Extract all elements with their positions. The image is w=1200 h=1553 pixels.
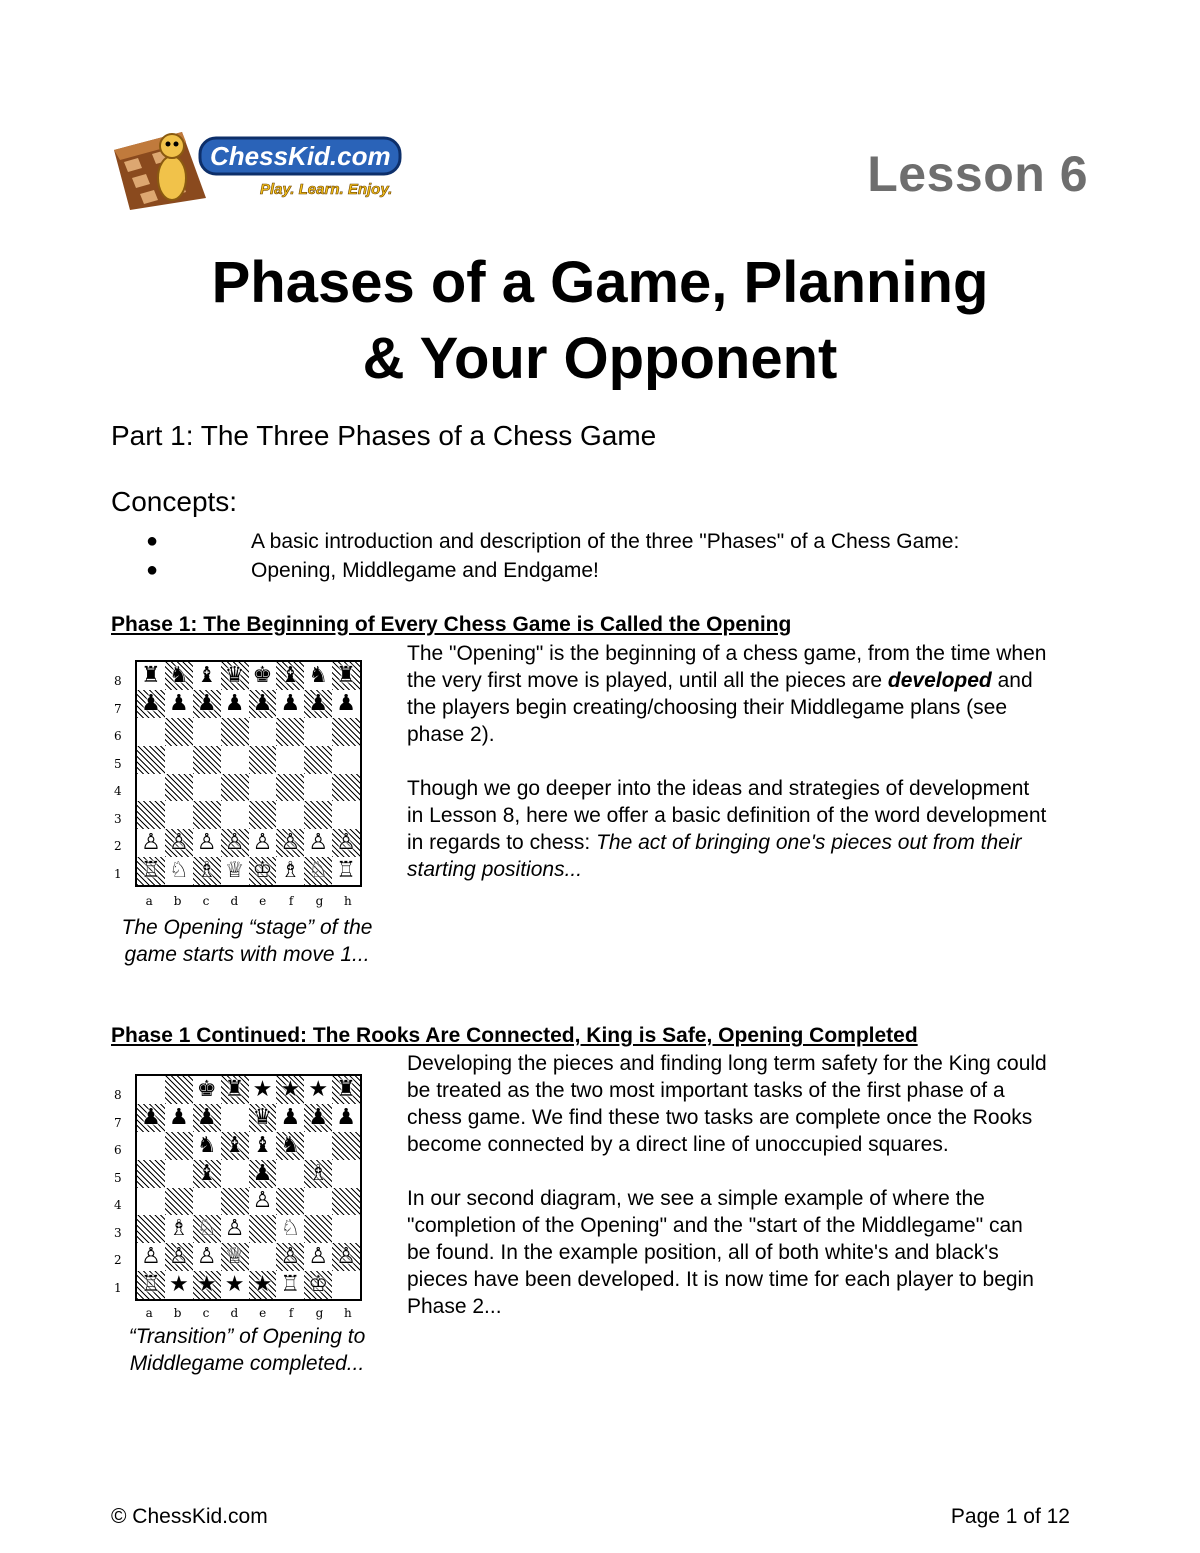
board-square <box>221 857 249 885</box>
white-pawn-icon: ♙ <box>252 830 273 856</box>
chessboard <box>135 660 362 887</box>
file-label: f <box>288 894 294 908</box>
board-square <box>276 829 304 857</box>
white-pawn-icon: ♙ <box>308 1244 329 1270</box>
white-pawn-icon: ♙ <box>141 830 161 856</box>
white-pawn-icon: ♙ <box>336 1244 356 1270</box>
board-square <box>165 1076 193 1104</box>
black-pawn-icon: ♟ <box>308 690 329 716</box>
phase1-text <box>407 640 1047 883</box>
white-king-icon: ♔ <box>308 1272 329 1298</box>
phase1b-paragraph-1: Developing the pieces and finding long term safety for the King could be treated as the two most important tasks of the first phase of a chess game. We find these two tasks are complete once the Rooks become connected by a direct line of unoccupied squares. <box>407 1052 1047 1156</box>
black-bishop-icon: ♝ <box>224 1132 245 1158</box>
board-square <box>304 1076 332 1104</box>
white-knight-icon: ♘ <box>308 858 329 884</box>
board-square <box>332 1215 360 1243</box>
white-rook-icon: ♖ <box>141 858 161 884</box>
footer-copyright: © ChessKid.com <box>111 1505 268 1528</box>
board-square <box>249 1188 277 1216</box>
board-square <box>249 718 277 746</box>
rank-label: 4 <box>114 1198 122 1212</box>
rank-label: 6 <box>114 729 122 743</box>
opening-board-diagram <box>108 660 368 908</box>
board-square <box>165 801 193 829</box>
board-square <box>137 857 165 885</box>
white-pawn-icon: ♙ <box>252 1188 273 1214</box>
board-square <box>249 1243 277 1271</box>
page-title <box>0 245 1200 397</box>
black-rook-icon: ♜ <box>336 1076 356 1102</box>
board-square <box>276 1243 304 1271</box>
board-square <box>193 690 221 718</box>
white-rook-icon: ♖ <box>141 1272 161 1298</box>
board-square <box>332 1243 360 1271</box>
black-knight-icon: ♞ <box>196 1132 217 1158</box>
board-square <box>276 1104 304 1132</box>
board-square <box>193 801 221 829</box>
white-queen-icon: ♕ <box>224 858 245 884</box>
board-square <box>332 1132 360 1160</box>
file-label: g <box>315 894 324 908</box>
board-square <box>332 829 360 857</box>
board-square <box>304 1215 332 1243</box>
rank-label: 7 <box>114 701 122 716</box>
chessboard <box>135 1074 362 1301</box>
board-square <box>193 1188 221 1216</box>
board-square <box>304 774 332 802</box>
board-square <box>165 1104 193 1132</box>
board-square <box>221 1188 249 1216</box>
board-square <box>249 1215 277 1243</box>
white-bishop-icon: ♗ <box>280 858 301 884</box>
white-pawn-icon: ♙ <box>168 1244 189 1270</box>
board-square <box>165 718 193 746</box>
board-square <box>165 1132 193 1160</box>
board-square <box>137 1104 165 1132</box>
black-pawn-icon: ♟ <box>168 1104 189 1130</box>
board-square <box>249 1076 277 1104</box>
white-rook-icon: ♖ <box>336 858 356 884</box>
board-square <box>221 829 249 857</box>
board-square <box>249 662 277 690</box>
rank-label: 4 <box>114 784 122 798</box>
board-square <box>221 1104 249 1132</box>
part-heading: Part 1: The Three Phases of a Chess Game <box>111 420 657 451</box>
board-square <box>332 1076 360 1104</box>
file-label: e <box>259 1306 267 1320</box>
board-square <box>332 857 360 885</box>
white-rook-icon: ♖ <box>280 1272 301 1298</box>
board-square <box>221 1215 249 1243</box>
white-knight-icon: ♘ <box>196 1216 217 1242</box>
board-square <box>276 1188 304 1216</box>
white-queen-icon: ♕ <box>224 1244 245 1270</box>
board-square <box>332 1160 360 1188</box>
black-bishop-icon: ♝ <box>280 662 301 688</box>
board-square <box>304 857 332 885</box>
black-pawn-icon: ♟ <box>196 1104 217 1130</box>
white-king-icon: ♔ <box>252 858 273 884</box>
file-label: e <box>259 894 267 908</box>
file-label: a <box>145 1306 153 1320</box>
board-square <box>304 829 332 857</box>
black-pawn-icon: ♟ <box>196 690 217 716</box>
board-square <box>137 1076 165 1104</box>
board-square <box>137 774 165 802</box>
star-icon: ★ <box>252 1076 273 1102</box>
board-square <box>249 801 277 829</box>
logo-brand-text: ChessKid.com <box>210 141 391 171</box>
black-knight-icon: ♞ <box>308 662 329 688</box>
board-square <box>193 829 221 857</box>
black-king-icon: ♚ <box>252 662 273 688</box>
transition-board-diagram <box>108 1074 368 1320</box>
board-square <box>137 1215 165 1243</box>
board-square <box>221 746 249 774</box>
file-label: h <box>343 894 352 908</box>
board-square <box>221 1271 249 1299</box>
rank-label: 7 <box>114 1115 122 1130</box>
board-square <box>165 662 193 690</box>
file-label: c <box>202 894 210 908</box>
board-square <box>276 1271 304 1299</box>
lesson-label: Lesson 6 <box>867 146 1088 202</box>
rank-label: 8 <box>114 674 122 688</box>
black-pawn-icon: ♟ <box>280 1104 301 1130</box>
file-label: f <box>288 1306 294 1320</box>
rank-label: 3 <box>114 811 122 826</box>
board-square <box>221 1132 249 1160</box>
white-knight-icon: ♘ <box>168 858 189 884</box>
rank-label: 3 <box>114 1225 122 1240</box>
board-square <box>165 1215 193 1243</box>
board-square <box>193 857 221 885</box>
board-square <box>165 1188 193 1216</box>
black-king-icon: ♚ <box>196 1076 217 1102</box>
white-pawn-icon: ♙ <box>168 830 189 856</box>
board-square <box>165 774 193 802</box>
white-pawn-icon: ♙ <box>224 830 245 856</box>
board-square <box>304 1243 332 1271</box>
board-square <box>332 718 360 746</box>
phase1-paragraph-2: Though we go deeper into the ideas and strategies of development in Lesson 8, here we offer a basic definition of the word development in regards to chess: The act of bringing one's pieces out from their starting positions... <box>407 777 1047 881</box>
board-square <box>332 1271 360 1299</box>
board-square <box>165 857 193 885</box>
file-label: b <box>173 1306 182 1320</box>
board-square <box>276 857 304 885</box>
rank-label: 1 <box>114 1280 122 1295</box>
board-square <box>304 1188 332 1216</box>
white-pawn-icon: ♙ <box>336 830 356 856</box>
board-square <box>276 746 304 774</box>
black-pawn-icon: ♟ <box>308 1104 329 1130</box>
board-square <box>276 718 304 746</box>
board-square <box>221 662 249 690</box>
black-rook-icon: ♜ <box>224 1076 245 1102</box>
footer-page-number: Page 1 of 12 <box>950 1505 1070 1528</box>
rank-label: 6 <box>114 1143 122 1157</box>
board-square <box>165 1243 193 1271</box>
white-pawn-icon: ♙ <box>308 830 329 856</box>
board-square <box>276 1076 304 1104</box>
white-pawn-icon: ♙ <box>196 830 217 856</box>
black-bishop-icon: ♝ <box>252 1132 273 1158</box>
white-pawn-icon: ♙ <box>196 1244 217 1270</box>
rank-label: 5 <box>114 1170 122 1185</box>
chesskid-logo <box>110 118 410 210</box>
black-pawn-icon: ♟ <box>141 690 161 716</box>
black-pawn-icon: ♟ <box>252 690 273 716</box>
file-label: g <box>315 1306 324 1320</box>
board-square <box>276 1215 304 1243</box>
white-pawn-icon: ♙ <box>141 1244 161 1270</box>
white-pawn-icon: ♙ <box>280 830 301 856</box>
white-bishop-icon: ♗ <box>196 858 217 884</box>
board-square <box>304 1160 332 1188</box>
title-line-1: Phases of a Game, Planning <box>211 250 989 315</box>
board-square <box>276 1132 304 1160</box>
rank-label: 2 <box>114 839 122 853</box>
board-square <box>221 1076 249 1104</box>
board-square <box>249 746 277 774</box>
bullet-icon: ● <box>146 559 159 581</box>
star-icon: ★ <box>280 1076 301 1102</box>
board-square <box>332 690 360 718</box>
board-square <box>276 774 304 802</box>
rank-label: 5 <box>114 756 122 771</box>
board-square <box>332 746 360 774</box>
black-pawn-icon: ♟ <box>141 1104 161 1130</box>
board-square <box>221 718 249 746</box>
board-square <box>137 690 165 718</box>
phase1-caption: The Opening “stage” of the game starts with move 1... <box>121 916 373 966</box>
board-square <box>304 1132 332 1160</box>
star-icon: ★ <box>308 1076 329 1102</box>
white-knight-icon: ♘ <box>280 1216 301 1242</box>
star-icon: ★ <box>168 1272 189 1298</box>
board-square <box>332 662 360 690</box>
white-pawn-icon: ♙ <box>224 1216 245 1242</box>
board-square <box>137 662 165 690</box>
board-square <box>193 1243 221 1271</box>
board-square <box>165 690 193 718</box>
board-square <box>193 1104 221 1132</box>
logo-tagline-text: Play. Learn. Enjoy. <box>260 181 393 198</box>
board-square <box>221 690 249 718</box>
black-pawn-icon: ♟ <box>168 690 189 716</box>
board-square <box>332 774 360 802</box>
rank-label: 2 <box>114 1253 122 1267</box>
phase1b-caption: “Transition” of Opening to Middlegame completed... <box>128 1325 366 1375</box>
black-queen-icon: ♛ <box>224 662 245 688</box>
board-square <box>193 1160 221 1188</box>
board-square <box>304 1104 332 1132</box>
board-square <box>137 1188 165 1216</box>
board-square <box>193 1271 221 1299</box>
board-square <box>221 774 249 802</box>
black-pawn-icon: ♟ <box>336 690 356 716</box>
file-label: a <box>145 894 153 908</box>
board-square <box>249 1160 277 1188</box>
board-square <box>221 801 249 829</box>
board-square <box>193 662 221 690</box>
board-square <box>304 801 332 829</box>
phase1-paragraph-1: The "Opening" is the beginning of a chess game, from the time when the very first move is played, until all the pieces are developed and the players begin creating/choosing their Middlegame plans (see phase 2). <box>407 642 1047 746</box>
black-rook-icon: ♜ <box>141 662 161 688</box>
file-label: c <box>202 1306 210 1320</box>
board-square <box>276 690 304 718</box>
black-bishop-icon: ♝ <box>196 662 217 688</box>
board-square <box>304 746 332 774</box>
black-pawn-icon: ♟ <box>280 690 301 716</box>
board-square <box>249 1271 277 1299</box>
black-pawn-icon: ♟ <box>336 1104 356 1130</box>
board-square <box>332 801 360 829</box>
board-square <box>221 1160 249 1188</box>
board-square <box>249 1132 277 1160</box>
board-square <box>332 1188 360 1216</box>
board-square <box>193 1076 221 1104</box>
board-square <box>249 857 277 885</box>
concepts-heading: Concepts: <box>111 486 238 517</box>
bullet-icon: ● <box>146 530 159 552</box>
phase1b-text <box>407 1050 1047 1320</box>
file-label: h <box>343 1306 352 1320</box>
board-square <box>304 662 332 690</box>
white-bishop-icon: ♗ <box>168 1216 189 1242</box>
board-square <box>249 774 277 802</box>
board-square <box>137 1160 165 1188</box>
board-square <box>304 690 332 718</box>
black-queen-icon: ♛ <box>252 1104 273 1130</box>
star-icon: ★ <box>196 1272 217 1298</box>
board-square <box>137 718 165 746</box>
board-square <box>137 829 165 857</box>
board-square <box>193 1132 221 1160</box>
board-square <box>165 746 193 774</box>
file-label: d <box>230 1306 239 1320</box>
board-square <box>221 1243 249 1271</box>
phase1b-paragraph-2: In our second diagram, we see a simple example of where the "completion of the Opening" and the "start of the Middlegame" can be found. In the example position, all of both white's and black's pieces have been developed. It is now time for each player to begin Phase 2... <box>407 1187 1034 1318</box>
board-square <box>137 1243 165 1271</box>
board-square <box>165 829 193 857</box>
board-square <box>193 774 221 802</box>
black-knight-icon: ♞ <box>280 1132 301 1158</box>
phase1b-heading: Phase 1 Continued: The Rooks Are Connected, King is Safe, Opening Completed <box>111 1024 918 1047</box>
board-square <box>137 1132 165 1160</box>
star-icon: ★ <box>224 1272 245 1298</box>
board-square <box>137 801 165 829</box>
board-square <box>193 746 221 774</box>
star-icon: ★ <box>252 1272 273 1298</box>
rank-label: 8 <box>114 1088 122 1102</box>
board-square <box>276 801 304 829</box>
board-square <box>165 1271 193 1299</box>
board-square <box>249 690 277 718</box>
board-square <box>165 1160 193 1188</box>
board-square <box>249 1104 277 1132</box>
board-square <box>276 1160 304 1188</box>
board-square <box>332 1104 360 1132</box>
black-pawn-icon: ♟ <box>252 1160 273 1186</box>
black-bishop-icon: ♝ <box>196 1160 217 1186</box>
board-square <box>137 746 165 774</box>
black-rook-icon: ♜ <box>336 662 356 688</box>
file-label: b <box>173 894 182 908</box>
board-square <box>304 718 332 746</box>
board-square <box>193 718 221 746</box>
board-square <box>276 662 304 690</box>
board-square <box>193 1215 221 1243</box>
board-square <box>249 829 277 857</box>
board-square <box>137 1271 165 1299</box>
rank-label: 1 <box>114 866 122 881</box>
white-pawn-icon: ♙ <box>280 1244 301 1270</box>
black-pawn-icon: ♟ <box>224 690 245 716</box>
board-square <box>304 1271 332 1299</box>
file-label: d <box>230 894 239 908</box>
title-line-2: & Your Opponent <box>362 326 838 391</box>
black-knight-icon: ♞ <box>168 662 189 688</box>
phase1-heading: Phase 1: The Beginning of Every Chess Game is Called the Opening <box>111 613 792 636</box>
white-bishop-icon: ♗ <box>308 1160 329 1186</box>
